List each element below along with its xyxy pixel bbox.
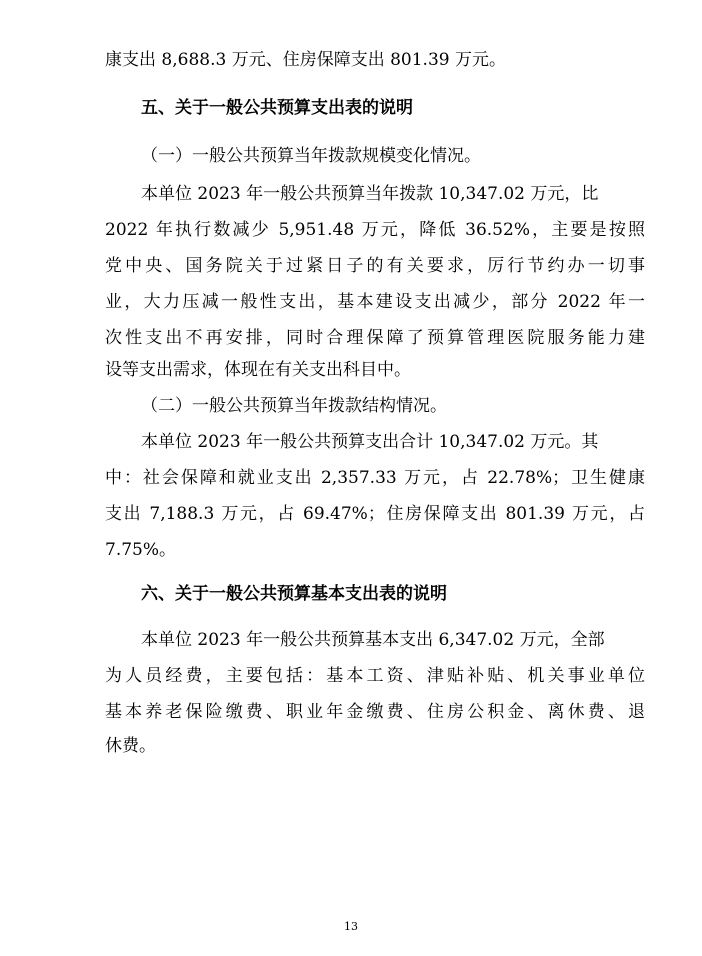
paragraph-line: 休费。 <box>105 736 156 756</box>
paragraph-line: 基本养老保险缴费、职业年金缴费、住房公积金、离休费、退 <box>105 702 645 722</box>
paragraph-line: 次性支出不再安排，同时合理保障了预算管理医院服务能力建 <box>105 328 645 348</box>
paragraph-line: 本单位 2023 年一般公共预算当年拨款 10,347.02 万元，比 <box>141 184 599 204</box>
paragraph-line: 党中央、国务院关于过紧日子的有关要求，厉行节约办一切事 <box>105 256 645 276</box>
paragraph-line: 为人员经费，主要包括：基本工资、津贴补贴、机关事业单位 <box>105 666 645 686</box>
page-number: 13 <box>344 920 358 933</box>
paragraph-line: 设等支出需求，体现在有关支出科目中。 <box>105 360 411 380</box>
paragraph-line: 7.75%。 <box>105 540 177 560</box>
paragraph-line: 康支出 8,688.3 万元、住房保障支出 801.39 万元。 <box>105 50 506 70</box>
paragraph-line: 支出 7,188.3 万元，占 69.47%；住房保障支出 801.39 万元，占 <box>105 504 645 524</box>
paragraph-line: 本单位 2023 年一般公共预算基本支出 6,347.02 万元，全部 <box>141 630 605 650</box>
paragraph-line: 中：社会保障和就业支出 2,357.33 万元，占 22.78%；卫生健康 <box>105 468 645 488</box>
section-heading: 五、关于一般公共预算支出表的说明 <box>141 98 413 118</box>
paragraph-line: 2022 年执行数减少 5,951.48 万元，降低 36.52%，主要是按照 <box>105 220 645 240</box>
section-heading: 六、关于一般公共预算基本支出表的说明 <box>141 584 447 604</box>
subsection-heading: （二）一般公共预算当年拨款结构情况。 <box>141 396 447 416</box>
paragraph-line: 业，大力压减一般性支出，基本建设支出减少，部分 2022 年一 <box>105 292 645 312</box>
paragraph-line: 本单位 2023 年一般公共预算支出合计 10,347.02 万元。其 <box>141 432 599 452</box>
subsection-heading: （一）一般公共预算当年拨款规模变化情况。 <box>141 146 481 166</box>
